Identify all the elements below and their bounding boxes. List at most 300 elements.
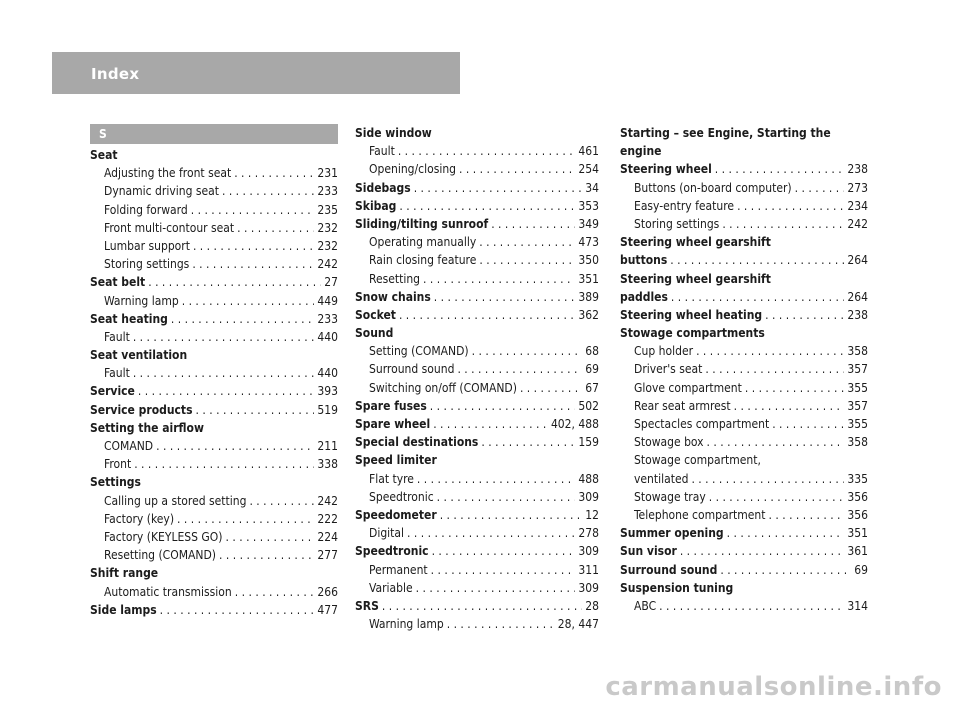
index-entry (620, 542, 868, 560)
dot-leader (160, 601, 315, 619)
entry-label: Special destinations (355, 435, 479, 450)
index-subentry (355, 561, 599, 579)
index-column-3 (620, 124, 868, 615)
index-column-1 (90, 124, 338, 619)
dot-leader (177, 510, 314, 528)
dot-leader (138, 382, 315, 400)
entry-label: Seat ventilation (90, 348, 188, 363)
page-number: 393 (317, 384, 338, 399)
entry-label: Flat tyre (369, 471, 414, 486)
page-number: 27 (324, 275, 338, 290)
index-entry (355, 506, 599, 524)
entry-label: Surround sound (369, 362, 455, 377)
index-subentry (355, 142, 599, 160)
index-subentry (90, 546, 338, 564)
entry-label: Buttons (on-board computer) (634, 180, 792, 195)
entry-label: Cup holder (634, 344, 694, 359)
index-entry (90, 382, 338, 400)
index-entry (90, 346, 338, 364)
index-entry (620, 324, 868, 342)
dot-leader (434, 288, 576, 306)
page-number: 335 (847, 471, 868, 486)
entry-label: Opening/closing (369, 162, 457, 177)
page-number: 473 (578, 235, 599, 250)
dot-leader (433, 415, 548, 433)
entry-label: Steering wheel (620, 162, 712, 177)
page-number: 264 (847, 289, 868, 304)
dot-leader (479, 233, 575, 251)
entry-label: Socket (355, 307, 396, 322)
index-entry (620, 270, 868, 288)
dot-leader (727, 524, 845, 542)
index-entry (355, 197, 599, 215)
dot-leader (430, 397, 576, 415)
page-number: 311 (578, 562, 599, 577)
page-number: 351 (847, 526, 868, 541)
page-number: 477 (317, 602, 338, 617)
index-subentry (355, 615, 599, 633)
index-entry (90, 310, 338, 328)
index-subentry (355, 379, 599, 397)
entry-label: Front (104, 457, 132, 472)
dot-leader (734, 397, 845, 415)
page-number: 402, 488 (550, 417, 599, 431)
dot-leader (440, 506, 583, 524)
entry-label: Seat belt (90, 275, 146, 290)
index-entry (90, 564, 338, 582)
dot-leader (671, 288, 844, 306)
index-subentry (620, 597, 868, 615)
index-subentry (90, 328, 338, 346)
index-entry (90, 473, 338, 491)
dot-leader (765, 306, 844, 324)
dot-leader (481, 433, 575, 451)
index-subentry (620, 342, 868, 360)
index-subentry (90, 510, 338, 528)
dot-leader (234, 164, 314, 182)
dot-leader (249, 492, 314, 510)
dot-leader (192, 255, 314, 273)
dot-leader (193, 237, 314, 255)
entry-label: Spectacles compartment (634, 417, 770, 431)
entry-label: ventilated (634, 471, 689, 486)
page-title: Index (91, 65, 140, 83)
index-entry (355, 451, 599, 469)
dot-leader (447, 615, 555, 633)
entry-label: Fault (369, 144, 395, 159)
index-entry (355, 179, 599, 197)
entry-label: Rain closing feature (369, 253, 477, 268)
index-subentry (355, 579, 599, 597)
dot-leader (795, 179, 845, 197)
entry-label: Steering wheel heating (620, 307, 763, 322)
entry-label: Front multi-contour seat (104, 220, 235, 235)
entry-label: Side lamps (90, 602, 157, 617)
page-number: 502 (578, 398, 599, 413)
dot-leader (709, 488, 845, 506)
index-subentry (620, 415, 868, 433)
index-entry (620, 233, 868, 251)
section-letter: S (90, 124, 338, 144)
dot-leader (459, 160, 575, 178)
entry-label: Fault (104, 329, 130, 344)
entry-label: Storing settings (104, 257, 190, 272)
entry-label: paddles (620, 289, 668, 304)
page-number: 440 (317, 366, 338, 381)
dot-leader (417, 470, 575, 488)
index-entry (620, 124, 868, 142)
index-entry (620, 288, 868, 306)
entry-label: Speed limiter (355, 453, 437, 468)
index-subentry (90, 219, 338, 237)
page-number: 211 (317, 439, 338, 453)
page-number: 159 (578, 435, 599, 450)
dot-leader (696, 342, 844, 360)
page-number: 28, 447 (557, 617, 599, 632)
index-subentry (355, 251, 599, 269)
entry-label: Snow chains (355, 289, 431, 304)
dot-leader (659, 597, 844, 615)
index-subentry (355, 360, 599, 378)
entry-label: Resetting (COMAND) (104, 548, 217, 563)
page-number: 361 (847, 544, 868, 559)
page-number: 235 (317, 202, 338, 217)
dot-leader (399, 306, 575, 324)
entry-label: Factory (KEYLESS GO) (104, 529, 223, 544)
index-subentry (355, 233, 599, 251)
dot-leader (235, 583, 315, 601)
index-subentry (90, 255, 338, 273)
dot-leader (680, 542, 845, 560)
page-number: 356 (847, 507, 868, 522)
page-number: 238 (847, 162, 868, 177)
index-entry (620, 524, 868, 542)
page-number: 355 (847, 380, 868, 395)
entry-label: Stowage compartments (620, 326, 765, 341)
page-number: 69 (854, 562, 868, 577)
index-entry (90, 146, 338, 164)
page-number: 389 (578, 289, 599, 304)
page-number: 224 (317, 529, 338, 544)
index-entry (355, 597, 599, 615)
entry-label: Seat heating (90, 311, 168, 326)
page-number: 232 (317, 220, 338, 235)
page-number: 449 (317, 293, 338, 308)
page-number: 309 (578, 489, 599, 504)
entry-label: Warning lamp (369, 617, 444, 632)
dot-leader (382, 597, 582, 615)
dot-leader (769, 506, 845, 524)
index-entry (355, 324, 599, 342)
page-number: 358 (847, 344, 868, 359)
entry-label: COMAND (104, 439, 154, 453)
page-number: 273 (847, 180, 868, 195)
index-subentry (620, 215, 868, 233)
page-number: 69 (585, 362, 599, 377)
entry-label: Switching on/off (COMAND) (369, 380, 517, 395)
dot-leader (398, 142, 576, 160)
index-entry (355, 433, 599, 451)
index-entry (620, 561, 868, 579)
dot-leader (705, 360, 844, 378)
dot-leader (191, 201, 315, 219)
index-subentry (90, 492, 338, 510)
index-entry (620, 142, 868, 160)
entry-label: Adjusting the front seat (104, 166, 232, 181)
entry-label: Seat (90, 148, 118, 162)
entry-label: SRS (355, 598, 379, 613)
entry-label: Steering wheel gearshift (620, 235, 771, 250)
dot-leader (416, 579, 576, 597)
dot-leader (432, 542, 576, 560)
index-entry (620, 160, 868, 178)
page-number: 12 (585, 507, 599, 522)
dot-leader (148, 273, 321, 291)
entry-label: Calling up a stored setting (104, 493, 247, 508)
entry-label: Summer opening (620, 526, 724, 541)
index-subentry (355, 524, 599, 542)
page-number: 357 (847, 398, 868, 413)
entry-label: Side window (355, 126, 432, 140)
dot-leader (399, 197, 575, 215)
dot-leader (423, 270, 575, 288)
entry-label: Setting the airflow (90, 420, 204, 435)
dot-leader (182, 292, 315, 310)
page-number: 358 (847, 435, 868, 450)
index-entry (90, 419, 338, 437)
entry-label: Lumbar support (104, 238, 190, 253)
entry-label: Rear seat armrest (634, 398, 731, 413)
entry-label: Sliding/tilting sunroof (355, 216, 489, 231)
index-entry (355, 415, 599, 433)
index-subentry (90, 437, 338, 455)
entry-label: Dynamic driving seat (104, 184, 219, 199)
page-number: 233 (317, 311, 338, 326)
dot-leader (134, 455, 314, 473)
entry-label: Service (90, 384, 135, 399)
page-number: 222 (317, 511, 338, 526)
watermark-text: carmanualsonline.info (605, 672, 942, 702)
page-number: 356 (847, 489, 868, 504)
entry-label: buttons (620, 253, 668, 268)
dot-leader (772, 415, 844, 433)
dot-leader (226, 528, 315, 546)
dot-leader (171, 310, 315, 328)
index-entry (90, 401, 338, 419)
entry-label: Speedtronic (369, 489, 434, 504)
index-subentry (355, 470, 599, 488)
entry-label: Surround sound (620, 562, 718, 577)
page-number: 242 (317, 493, 338, 508)
page-number: 488 (578, 471, 599, 486)
index-subentry (90, 364, 338, 382)
page-number: 351 (578, 271, 599, 286)
index-column-2 (355, 124, 599, 633)
index-entry (90, 601, 338, 619)
page-number: 242 (317, 257, 338, 272)
page-number: 461 (578, 144, 599, 159)
entry-label: Stowage tray (634, 489, 706, 504)
entry-label: Automatic transmission (104, 584, 232, 599)
entry-label: Spare fuses (355, 398, 427, 413)
entry-label: Steering wheel gearshift (620, 271, 771, 286)
dot-leader (479, 251, 575, 269)
entry-label: Folding forward (104, 202, 188, 217)
index-subentry (620, 397, 868, 415)
page-number: 355 (847, 417, 868, 431)
dot-leader (491, 215, 575, 233)
index-subentry (90, 292, 338, 310)
entry-label: Speedtronic (355, 544, 429, 559)
page-number: 278 (578, 526, 599, 541)
page-number: 353 (578, 198, 599, 213)
index-subentry (90, 182, 338, 200)
index-subentry (620, 488, 868, 506)
entry-label: Warning lamp (104, 293, 179, 308)
dot-leader (722, 215, 844, 233)
entry-label: Speedometer (355, 507, 437, 522)
entry-label: Digital (369, 526, 405, 541)
index-subentry (90, 164, 338, 182)
page-number: 233 (317, 184, 338, 199)
page-number: 242 (847, 216, 868, 231)
dot-leader (691, 470, 844, 488)
entry-label: Stowage box (634, 435, 704, 450)
dot-leader (431, 561, 576, 579)
entry-label: Stowage compartment, (634, 453, 761, 468)
index-subentry (90, 455, 338, 473)
page-number: 266 (317, 584, 338, 599)
page-number: 232 (317, 238, 338, 253)
dot-leader (156, 437, 314, 455)
entry-label: Factory (key) (104, 511, 175, 526)
dot-leader (133, 328, 315, 346)
dot-leader (196, 401, 315, 419)
dot-leader (437, 488, 576, 506)
page-number: 440 (317, 329, 338, 344)
page-number: 238 (847, 307, 868, 322)
index-entry (620, 306, 868, 324)
index-subentry (620, 451, 868, 469)
page-number: 68 (585, 344, 599, 359)
entry-label: Setting (COMAND) (369, 344, 469, 359)
index-entry (90, 273, 338, 291)
index-subentry (90, 237, 338, 255)
dot-leader (472, 342, 583, 360)
page-number: 519 (317, 402, 338, 417)
entry-label: Fault (104, 366, 130, 381)
entry-label: Sidebags (355, 180, 411, 195)
dot-leader (707, 433, 845, 451)
index-subentry (620, 470, 868, 488)
page-number: 357 (847, 362, 868, 377)
dot-leader (715, 160, 845, 178)
page-number: 28 (585, 598, 599, 613)
index-entry (620, 251, 868, 269)
entry-label: Settings (90, 475, 141, 490)
index-subentry (620, 179, 868, 197)
entry-label: Sun visor (620, 544, 677, 559)
dot-leader (670, 251, 844, 269)
index-entry (355, 288, 599, 306)
dot-leader (745, 379, 845, 397)
page-number: 314 (847, 598, 868, 613)
entry-label: Sound (355, 326, 394, 341)
index-subentry (355, 342, 599, 360)
entry-label: Easy-entry feature (634, 198, 735, 213)
index-entry (355, 124, 599, 142)
page-number: 277 (317, 548, 338, 563)
entry-label: Starting – see Engine, Starting the (620, 126, 831, 140)
entry-label: Storing settings (634, 216, 720, 231)
page-number: 309 (578, 544, 599, 559)
page-number: 350 (578, 253, 599, 268)
page-number: 349 (578, 216, 599, 231)
dot-leader (237, 219, 314, 237)
entry-label: Spare wheel (355, 417, 431, 431)
entry-label: ABC (634, 598, 657, 613)
dot-leader (737, 197, 844, 215)
dot-leader (407, 524, 575, 542)
dot-leader (520, 379, 582, 397)
index-entry (355, 542, 599, 560)
page-number: 338 (317, 457, 338, 472)
entry-label: Resetting (369, 271, 421, 286)
page-number: 254 (578, 162, 599, 177)
page-number: 362 (578, 307, 599, 322)
dot-leader (457, 360, 582, 378)
index-entry (355, 306, 599, 324)
index-subentry (620, 197, 868, 215)
page-number: 234 (847, 198, 868, 213)
entry-label: Shift range (90, 566, 159, 581)
entry-label: Telephone compartment (634, 507, 766, 522)
index-subentry (620, 360, 868, 378)
page-number: 264 (847, 253, 868, 268)
dot-leader (720, 561, 851, 579)
index-subentry (90, 583, 338, 601)
index-subentry (90, 528, 338, 546)
index-subentry (355, 488, 599, 506)
entry-label: Permanent (369, 562, 428, 577)
page-number: 67 (585, 380, 599, 395)
index-subentry (620, 379, 868, 397)
index-subentry (620, 506, 868, 524)
dot-leader (414, 179, 583, 197)
index-subentry (355, 270, 599, 288)
entry-label: Glove compartment (634, 380, 742, 395)
index-entry (355, 215, 599, 233)
entry-label: Skibag (355, 198, 397, 213)
entry-label: Service products (90, 402, 193, 417)
index-subentry (620, 433, 868, 451)
dot-leader (219, 546, 314, 564)
entry-label: engine (620, 144, 662, 159)
dot-leader (222, 182, 314, 200)
entry-label: Variable (369, 580, 413, 595)
entry-label: Operating manually (369, 235, 477, 250)
entry-label: Suspension tuning (620, 580, 734, 595)
index-subentry (355, 160, 599, 178)
page-number: 231 (317, 166, 338, 181)
index-entry (355, 397, 599, 415)
index-subentry (90, 201, 338, 219)
entry-label: Driver's seat (634, 362, 703, 377)
dot-leader (133, 364, 315, 382)
page-number: 309 (578, 580, 599, 595)
index-entry (620, 579, 868, 597)
page-number: 34 (585, 180, 599, 195)
